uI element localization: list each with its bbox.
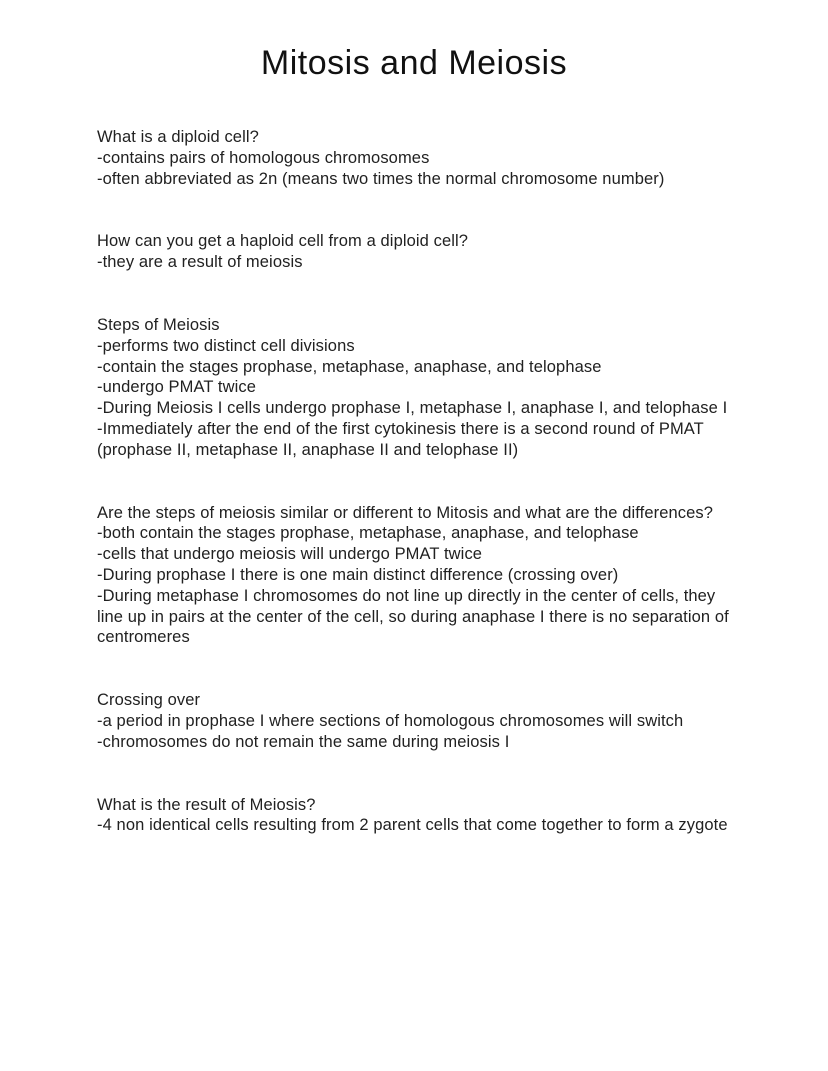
note-section-steps-of-meiosis bbox=[97, 315, 737, 461]
section-heading: What is a diploid cell? bbox=[97, 128, 259, 146]
page-title: Mitosis and Meiosis bbox=[260, 44, 568, 82]
note-section-haploid-cell bbox=[97, 231, 737, 273]
section-line: -undergo PMAT twice bbox=[97, 378, 257, 397]
note-section-crossing-over bbox=[97, 690, 737, 752]
section-line: -During prophase I there is one main distinct difference (crossing over) bbox=[97, 565, 619, 584]
section-line: -both contain the stages prophase, metaphase, anaphase, and telophase bbox=[97, 524, 639, 543]
section-line: -cells that undergo meiosis will undergo PMAT twice bbox=[97, 545, 483, 564]
note-section-result-of-meiosis bbox=[97, 795, 737, 837]
section-line: -During metaphase I chromosomes do not line up directly in the center of cells, they line up in pairs at the center of the cell, so during anaphase I there is no separation of centromeres bbox=[97, 586, 729, 647]
note-section-meiosis-vs-mitosis bbox=[97, 503, 737, 649]
section-line: -often abbreviated as 2n (means two times the normal chromosome number) bbox=[97, 169, 665, 188]
note-section-diploid-cell bbox=[97, 127, 737, 189]
section-line: -a period in prophase I where sections of homologous chromosomes will switch bbox=[97, 711, 684, 730]
section-line: -they are a result of meiosis bbox=[97, 253, 303, 272]
section-heading: How can you get a haploid cell from a diploid cell? bbox=[97, 232, 469, 251]
section-line: -During Meiosis I cells undergo prophase I, metaphase I, anaphase I, and telophase I bbox=[97, 399, 728, 418]
section-line: -contain the stages prophase, metaphase, anaphase, and telophase bbox=[97, 357, 602, 376]
document-body bbox=[97, 127, 737, 836]
section-line: -4 non identical cells resulting from 2 parent cells that come together to form a zygote bbox=[97, 816, 728, 835]
section-heading: Are the steps of meiosis similar or different to Mitosis and what are the differences? bbox=[97, 503, 714, 522]
section-line: -Immediately after the end of the first cytokinesis there is a second round of PMAT (prophase II, metaphase II, anaphase II and telophase II) bbox=[97, 419, 704, 459]
section-heading: Crossing over bbox=[97, 691, 201, 710]
section-line: -performs two distinct cell divisions bbox=[97, 336, 355, 355]
section-line: -contains pairs of homologous chromosomes bbox=[97, 148, 430, 167]
section-heading: What is the result of Meiosis? bbox=[97, 795, 316, 814]
section-heading: Steps of Meiosis bbox=[97, 315, 220, 334]
section-line: -chromosomes do not remain the same during meiosis I bbox=[97, 732, 510, 751]
